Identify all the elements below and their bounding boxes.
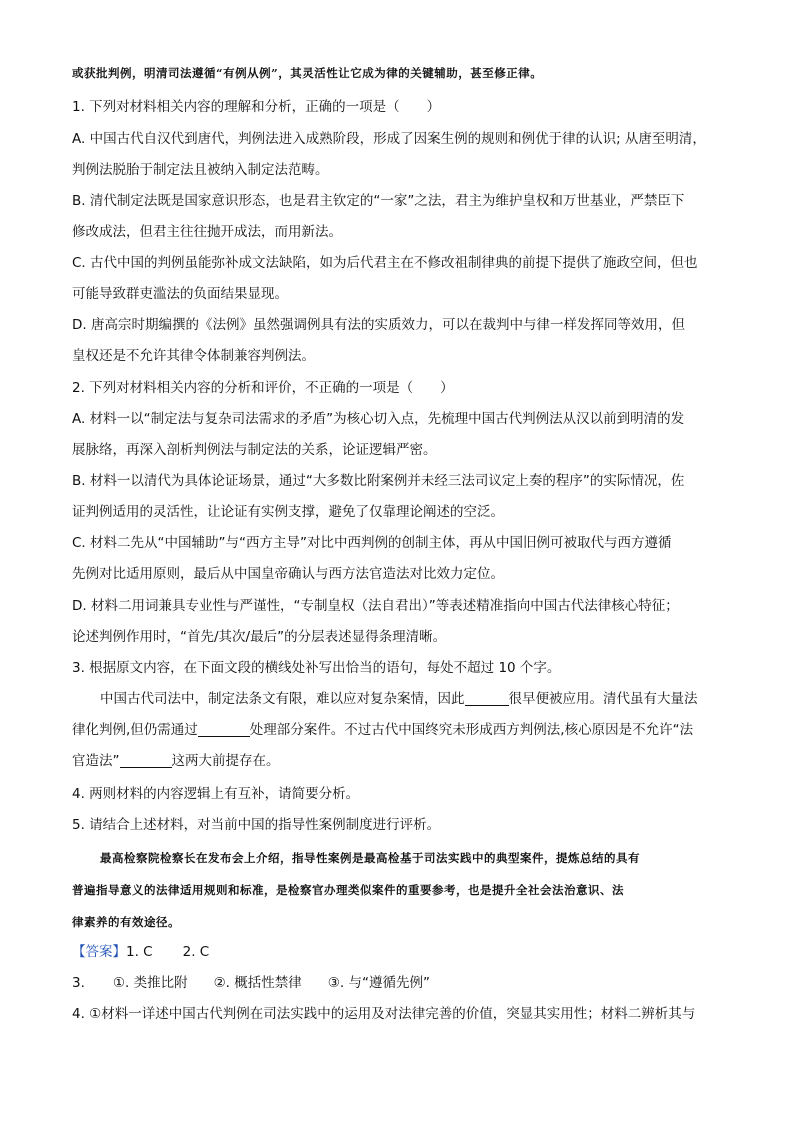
answer-1: 1. C — [126, 944, 153, 960]
question-5: 5. 请结合上述材料，对当前中国的指导性案例制度进行评析。 — [72, 817, 441, 833]
q1-option-d: D. 唐高宗时期编撰的《法例》虽然强调例具有法的实质效力，可以在裁判中与律一样发挥同等效用，但 — [72, 317, 685, 333]
q1-option-d-cont: 皇权还是不允许其律令体制兼容判例法。 — [72, 348, 315, 364]
fill-blank-1 — [465, 691, 509, 706]
q1-option-c-cont: 可能导致群吏滥法的负面结果显现。 — [72, 286, 288, 302]
q5-material-line-3: 律素养的有效途径。 — [72, 915, 180, 929]
question-2: 2. 下列对材料相关内容的分析和评价，不正确的一项是（ ） — [72, 380, 454, 396]
q5-material-line-1: 最高检察院检察长在发布会上介绍，指导性案例是最高检基于司法实践中的典型案件，提炼总结的具有 — [100, 851, 640, 865]
q2-option-a: A. 材料一以“制定法与复杂司法需求的矛盾”为核心切入点，先梳理中国古代判例法从汉以前到明清的发 — [72, 411, 685, 427]
q1-option-c: C. 古代中国的判例虽能弥补成文法缺陷，如为后代君主在不修改祖制律典的前提下提供了施政空间，但也 — [72, 255, 698, 271]
q2-option-c-cont: 先例对比适用原则，最后从中国皇帝确认与西方法官造法对比效力定位。 — [72, 566, 504, 582]
q3-passage-text: 很早便被应用。清代虽有大量法 — [508, 691, 698, 707]
q5-material-line-2: 普遍指导意义的法律适用规则和标准，是检察官办理类似案件的重要参考，也是提升全社会法治意识、法 — [72, 883, 624, 897]
answer-2: 2. C — [182, 944, 210, 960]
answer-3-line — [72, 973, 430, 993]
answer-4-line: 4. ①材料一详述中国古代判例在司法实践中的运用及对法律完善的价值，突显其实用性；材料二辨析其与 — [72, 1006, 696, 1022]
answer-line — [72, 942, 209, 962]
q1-option-b-cont: 修改成法，但君主往往抛开成法，而用新法。 — [72, 224, 342, 240]
q2-option-d-cont: 论述判例作用时，“首先/其次/最后”的分层表述显得条理清晰。 — [72, 629, 447, 645]
q3-passage-text: 这两大前提存在。 — [171, 753, 280, 769]
q3-passage-text: 中国古代司法中，制定法条文有限，难以应对复杂案情，因此 — [100, 691, 465, 707]
material-text-line: 或获批判例，明清司法遵循“有例从例”，其灵活性让它成为律的关键辅助，甚至修正律。 — [72, 66, 543, 80]
q3-passage-line-2 — [72, 720, 693, 740]
fill-blank-2 — [198, 722, 250, 737]
q3-passage-text: 官造法” — [72, 753, 120, 769]
q3-passage-text: 处理部分案件。不过古代中国终究未形成西方判例法,核心原因是不允许“法 — [249, 722, 694, 738]
q2-option-b-cont: 证判例适用的灵活性，让论证有实例支撑，避免了仅靠理论阐述的空泛。 — [72, 504, 504, 520]
answer-3-number: 3. — [72, 975, 85, 991]
question-1: 1. 下列对材料相关内容的理解和分析，正确的一项是（ ） — [72, 99, 441, 115]
q2-option-a-cont: 展脉络，再深入剖析判例法与制定法的关系，论证逻辑严密。 — [72, 442, 437, 458]
q3-passage-text: 律化判例,但仍需通过 — [72, 722, 198, 738]
question-4: 4. 两则材料的内容逻辑上有互补，请简要分析。 — [72, 786, 360, 802]
answer-3-item-2: ②. 概括性禁律 — [213, 975, 302, 991]
answer-tag: 【答案】 — [72, 944, 126, 960]
q1-option-b: B. 清代制定法既是国家意识形态，也是君主钦定的“一家”之法，君主为维护皇权和万世基业，严禁臣下 — [72, 193, 685, 209]
answer-3-item-1: ①. 类推比附 — [112, 975, 188, 991]
answer-3-item-3: ③. 与“遵循先例” — [327, 975, 430, 991]
q2-option-c: C. 材料二先从“中国辅助”与“西方主导”对比中西判例的创制主体，再从中国旧例可被取代与西方遵循 — [72, 535, 672, 551]
q2-option-b: B. 材料一以清代为具体论证场景，通过“大多数比附案例并未经三法司议定上奏的程序”的实际情况，佐 — [72, 473, 685, 489]
q1-option-a-cont: 判例法脱胎于制定法且被纳入制定法范畴。 — [72, 162, 329, 178]
fill-blank-3 — [120, 753, 172, 768]
question-3: 3. 根据原文内容，在下面文段的横线处补写出恰当的语句，每处不超过 10 个字。 — [72, 660, 561, 676]
q3-passage-line-1 — [100, 689, 698, 709]
q3-passage-line-3 — [72, 751, 280, 771]
q2-option-d: D. 材料二用词兼具专业性与严谨性，“专制皇权（法自君出）”等表述精准指向中国古代法律核心特征； — [72, 598, 679, 614]
q1-option-a: A. 中国古代自汉代到唐代，判例法进入成熟阶段，形成了因案生例的规则和例优于律的认识; 从唐至明清， — [72, 131, 706, 147]
